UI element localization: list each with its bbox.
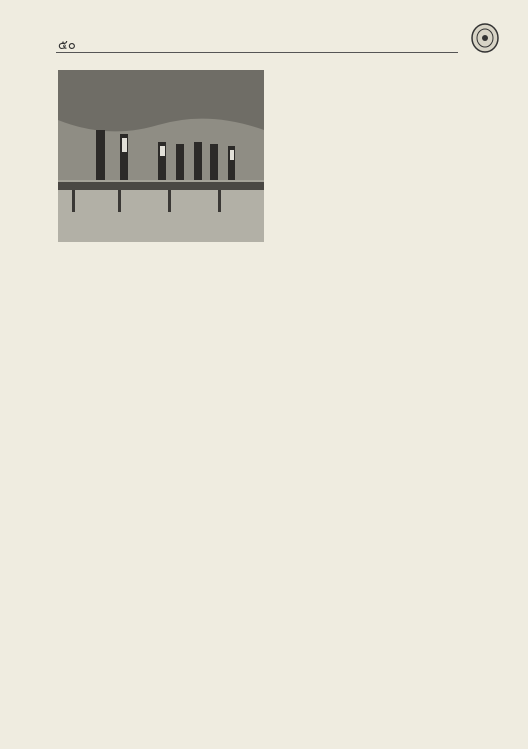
left-text-column <box>60 260 272 262</box>
right-text-column <box>285 70 501 72</box>
header-rule <box>56 52 458 53</box>
page-number: ๕๐ <box>58 38 76 53</box>
emblem-icon <box>470 22 500 54</box>
boardwalk-photo <box>58 70 264 242</box>
